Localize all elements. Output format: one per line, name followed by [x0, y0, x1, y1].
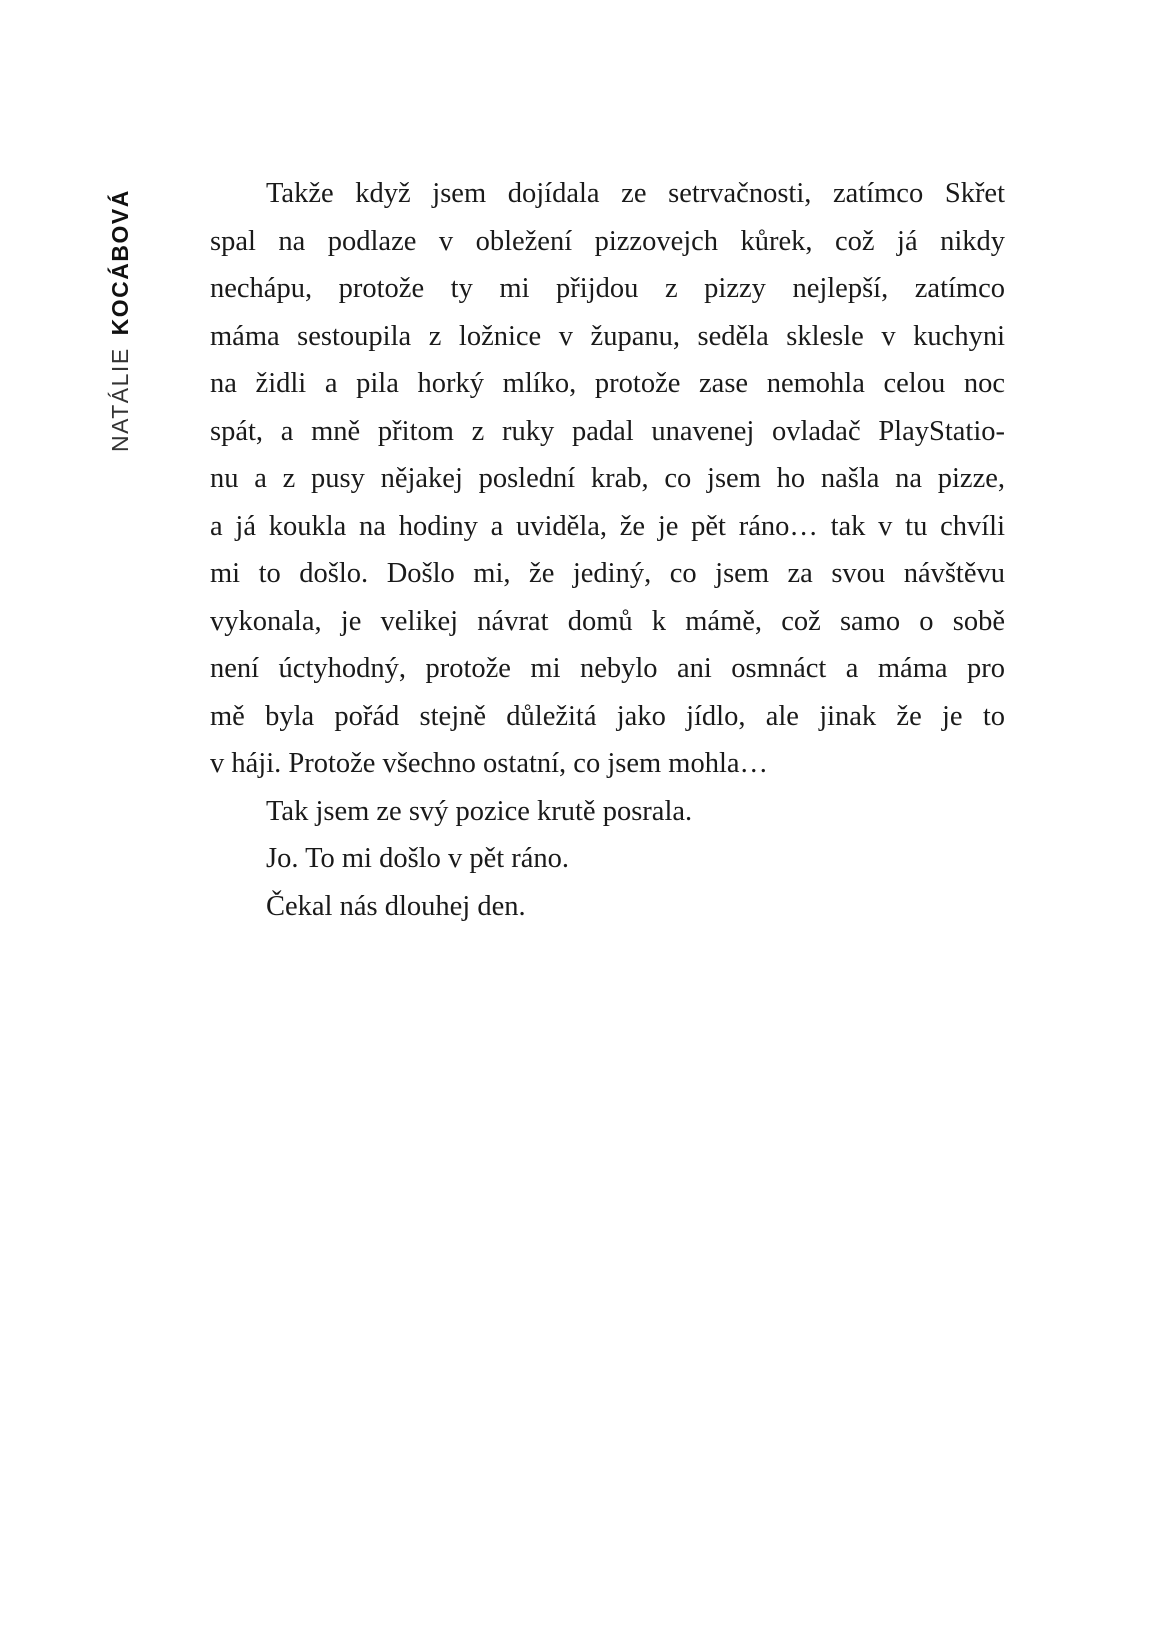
paragraph-line: a já koukla na hodiny a uviděla, že je pět ráno… tak v tu chvíli: [210, 510, 1005, 542]
short-paragraph: Tak jsem ze svý pozice krutě posrala.: [266, 795, 693, 827]
paragraph-line: spal na podlaze v obležení pizzovejch kůrek, což já nikdy: [210, 225, 1005, 257]
paragraph-line: nu a z pusy nějakej poslední krab, co jsem ho našla na pizze,: [210, 463, 1005, 494]
main-paragraph: [210, 170, 1005, 788]
paragraph-line: Takže když jsem dojídala ze setrvačnosti, zatímco Skřet: [266, 178, 1005, 209]
paragraph-line: vykonala, je velikej návrat domů k mámě, což samo o sobě: [210, 605, 1005, 637]
page-body-text: [210, 170, 1005, 930]
author-last-name: KOCÁBOVÁ: [107, 189, 133, 336]
paragraph-line: v háji. Protože všechno ostatní, co jsem mohla…: [210, 748, 769, 779]
paragraph-line: spát, a mně přitom z ruky padal unavenej ovladač PlayStatio-: [210, 415, 1005, 447]
running-head-author: [108, 189, 132, 452]
paragraph-line: mě byla pořád stejně důležitá jako jídlo, ale jinak že je to: [210, 700, 1005, 732]
paragraph-line: máma sestoupila z ložnice v županu, seděla sklesle v kuchyni: [210, 320, 1005, 352]
short-paragraph: Jo. To mi došlo v pět ráno.: [266, 843, 570, 874]
short-paragraph: Čekal nás dlouhej den.: [266, 890, 526, 922]
paragraph-line: nechápu, protože ty mi přijdou z pizzy nejlepší, zatímco: [210, 273, 1005, 304]
author-first-name: NATÁLIE: [107, 347, 133, 452]
paragraph-line: není úctyhodný, protože mi nebylo ani osmnáct a máma pro: [210, 653, 1005, 684]
paragraph-line: mi to došlo. Došlo mi, že jediný, co jsem za svou návštěvu: [210, 558, 1005, 589]
paragraph-line: na židli a pila horký mlíko, protože zase nemohla celou noc: [210, 368, 1005, 399]
